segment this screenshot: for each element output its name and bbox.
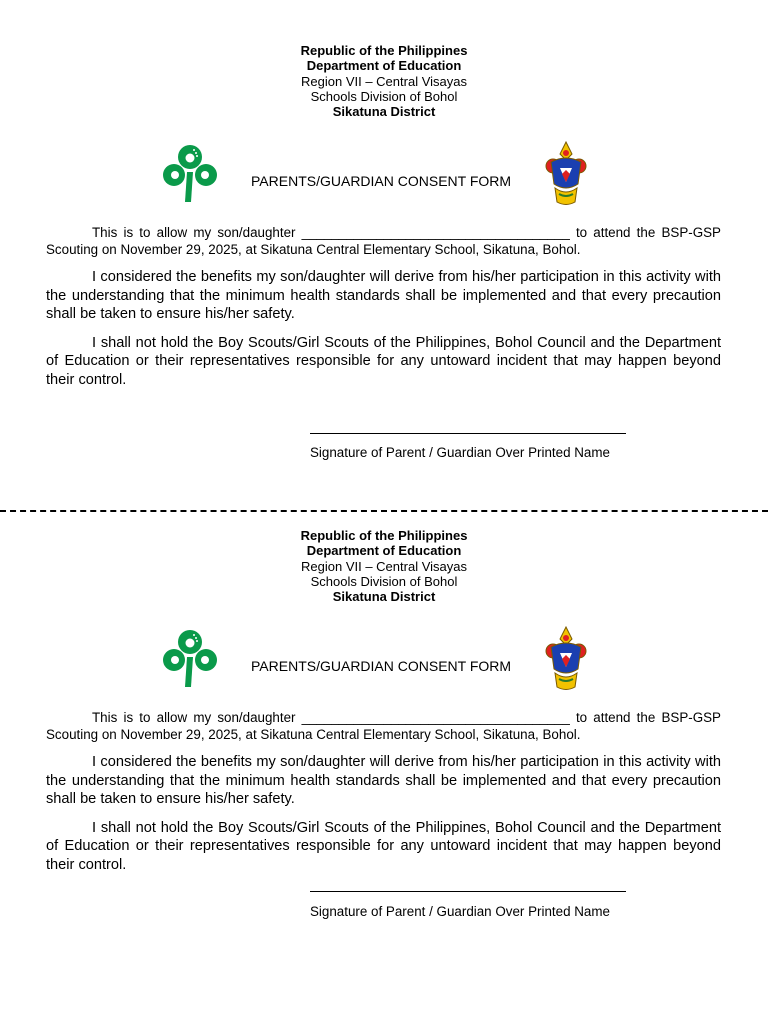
header-region: Region VII – Central Visayas [301, 558, 467, 574]
header-republic: Republic of the Philippines [300, 43, 468, 58]
signature-label: Signature of Parent / Guardian Over Printed Name [310, 445, 610, 460]
consent-paragraph-attend: This is to allow my son/daughter ____________________________________ to attend the BSP-GSP Scouting on November 29, 2025, at Sikatuna Central Elementary School, Sikatuna, Bohol. [46, 225, 721, 257]
header-division: Schools Division of Bohol [310, 88, 458, 104]
header-republic: Republic of the Philippines [300, 528, 468, 543]
girl-scouts-trefoil-icon [161, 627, 219, 689]
boy-scouts-emblem-icon [545, 625, 587, 693]
form-title: PARENTS/GUARDIAN CONSENT FORM [251, 658, 512, 674]
cut-line-divider [0, 510, 768, 512]
signature-line[interactable] [310, 433, 626, 434]
header-department: Department of Education [306, 543, 462, 559]
girl-scouts-trefoil-icon [161, 142, 219, 204]
signature-label: Signature of Parent / Guardian Over Printed Name [310, 904, 610, 919]
form-title: PARENTS/GUARDIAN CONSENT FORM [251, 173, 512, 189]
header-region: Region VII – Central Visayas [301, 73, 467, 89]
signature-line[interactable] [310, 891, 626, 892]
consent-paragraph-liability: I shall not hold the Boy Scouts/Girl Scouts of the Philippines, Bohol Council and the Department of Education or their representatives responsible for any untoward incident that may happen beyond their control. [46, 819, 721, 873]
header-district: Sikatuna District [332, 589, 436, 605]
consent-paragraph-benefits: I considered the benefits my son/daughter will derive from his/her participation in this activity with the understanding that the minimum health standards shall be implemented and that every precaution shall be taken to ensure his/her safety. [46, 269, 721, 322]
consent-paragraph-liability: I shall not hold the Boy Scouts/Girl Scouts of the Philippines, Bohol Council and the Department of Education or their representatives responsible for any untoward incident that may happen beyond their control. [46, 334, 721, 388]
form-body [46, 225, 721, 399]
letterhead [0, 43, 768, 119]
letterhead [0, 528, 768, 604]
form-body [46, 710, 721, 884]
header-department: Department of Education [306, 58, 462, 74]
header-district: Sikatuna District [332, 104, 436, 120]
boy-scouts-emblem-icon [545, 140, 587, 208]
consent-paragraph-benefits: I considered the benefits my son/daughter will derive from his/her participation in this activity with the understanding that the minimum health standards shall be implemented and that every precaution shall be taken to ensure his/her safety. [46, 754, 721, 807]
consent-paragraph-attend: This is to allow my son/daughter ____________________________________ to attend the BSP-GSP Scouting on November 29, 2025, at Sikatuna Central Elementary School, Sikatuna, Bohol. [46, 710, 721, 742]
header-division: Schools Division of Bohol [310, 573, 458, 589]
